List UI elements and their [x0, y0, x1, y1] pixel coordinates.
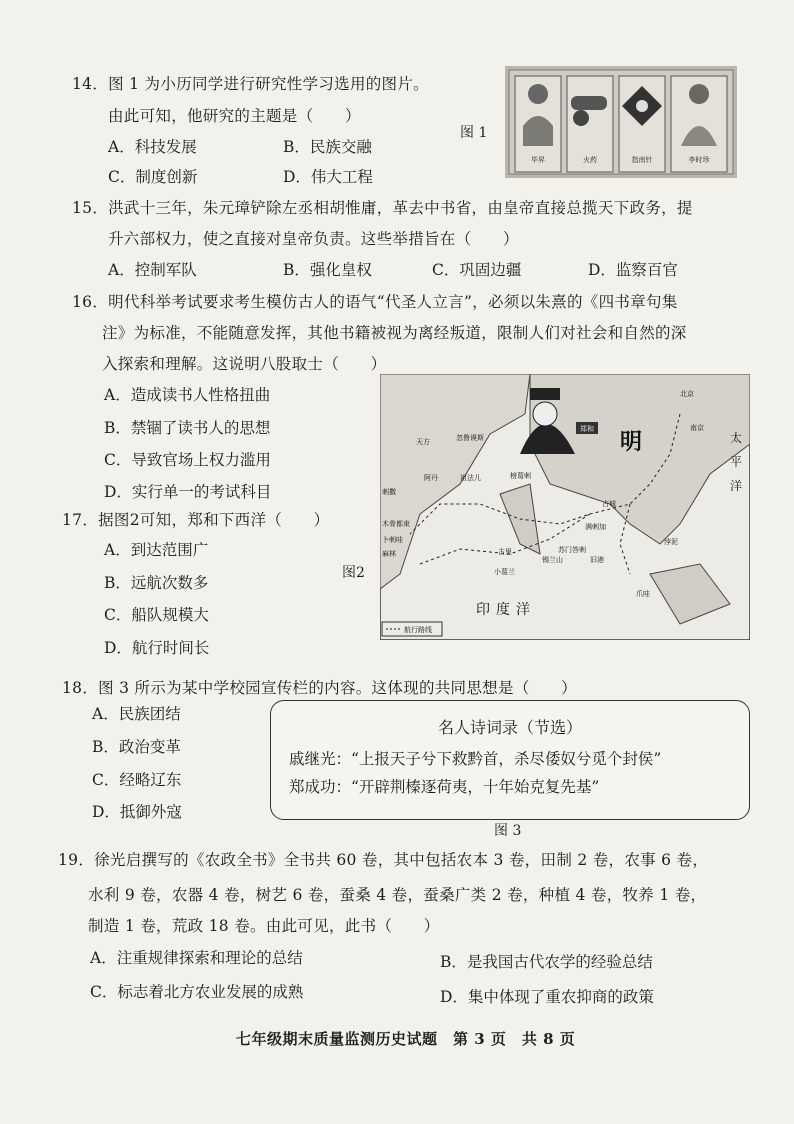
- q16-stem-line3: 入探索和理解。这说明八股取士（ ）: [102, 355, 387, 373]
- q16-option-b[interactable]: B．禁锢了读书人的思想: [104, 419, 271, 437]
- place-19: 浡泥: [664, 538, 678, 546]
- place-11: 占城: [602, 500, 616, 508]
- page-footer: 七年级期末质量监测历史试题 第 3 页 共 8 页: [236, 1030, 576, 1048]
- q14-option-d[interactable]: D．伟大工程: [283, 168, 373, 186]
- q15-option-c[interactable]: C．巩固边疆: [432, 261, 522, 279]
- figure-3-poem-board: [270, 700, 750, 820]
- figure-2-map: [380, 374, 750, 640]
- q19-option-a[interactable]: A．注重规律探索和理论的总结: [90, 949, 303, 967]
- place-1: 南京: [690, 424, 704, 432]
- q14-stem-line1: 14．图 1 为小历同学进行研究性学习选用的图片。: [72, 75, 429, 93]
- place-0: 北京: [680, 390, 694, 398]
- q18-option-c[interactable]: C．经略辽东: [92, 771, 182, 789]
- q16-option-a[interactable]: A．造成读书人性格扭曲: [104, 386, 271, 404]
- place-7: 锡兰山: [542, 556, 563, 564]
- map-pacific-3: 洋: [730, 479, 743, 493]
- place-8: 古里: [498, 548, 512, 556]
- q17-option-a[interactable]: A．到达范围广: [104, 541, 209, 559]
- q18-option-a[interactable]: A．民族团结: [92, 705, 181, 723]
- q19-option-b[interactable]: B．是我国古代农学的经验总结: [440, 953, 653, 971]
- place-12: 木骨都束: [382, 520, 410, 528]
- place-3: 天方: [416, 438, 430, 446]
- q15-option-a[interactable]: A．控制军队: [108, 261, 197, 279]
- q14-option-a[interactable]: A．科技发展: [108, 138, 197, 156]
- place-5: 祖法儿: [460, 474, 481, 482]
- q19-option-c[interactable]: C．标志着北方农业发展的成熟: [90, 983, 304, 1001]
- map-legend-text: 航行路线: [404, 626, 432, 634]
- panel-4-caption: 李时珍: [688, 156, 710, 164]
- q19-stem-line2: 水利 9 卷，农器 4 卷，树艺 6 卷，蚕桑 4 卷，蚕桑广类 2 卷，种植 4 卷，牧养 1 卷，: [88, 886, 707, 904]
- place-15: 苏门答剌: [558, 546, 586, 554]
- place-4: 阿丹: [424, 474, 438, 482]
- map-indian-ocean: 印度洋: [476, 602, 536, 618]
- place-14: 卜剌哇: [382, 536, 403, 544]
- figure-2-label: 图2: [342, 565, 365, 581]
- q17-option-d[interactable]: D．航行时间长: [104, 639, 210, 657]
- figure-1-label: 图 1: [460, 125, 488, 141]
- q17-stem: 17．据图2可知，郑和下西洋（ ）: [62, 511, 330, 529]
- q14-option-b[interactable]: B．民族交融: [283, 138, 372, 156]
- portrait-tag: 郑和: [580, 425, 594, 433]
- place-18: 小葛兰: [494, 568, 515, 576]
- place-9: 旧港: [590, 556, 604, 564]
- poem-line-qi-jiguang: 戚继光：“上报天子兮下救黔首，杀尽倭奴兮觅个封侯”: [289, 750, 662, 768]
- map-pacific-2: 平: [730, 455, 743, 469]
- place-10: 满剌加: [585, 523, 606, 531]
- q14-option-c[interactable]: C．制度创新: [108, 168, 198, 186]
- q15-option-b[interactable]: B．强化皇权: [283, 261, 372, 279]
- map-pacific-1: 太: [730, 431, 743, 445]
- q15-option-d[interactable]: D．监察百官: [588, 261, 678, 279]
- place-16: 爪哇: [636, 590, 650, 598]
- q19-stem-line1: 19．徐光启撰写的《农政全书》全书共 60 卷，其中包括农本 3 卷，田制 2 卷，农事 6 卷，: [58, 851, 709, 869]
- figure-3-label: 图 3: [494, 823, 522, 839]
- place-17: 刺撒: [382, 488, 396, 496]
- q18-option-d[interactable]: D．抵御外寇: [92, 803, 182, 821]
- q14-stem-line2: 由此可知，他研究的主题是（ ）: [108, 107, 361, 125]
- poem-board-title: 名人诗词录（节选）: [437, 718, 582, 737]
- q19-option-d[interactable]: D．集中体现了重农抑商的政策: [440, 988, 654, 1006]
- panel-2-caption: 火药: [583, 156, 597, 164]
- q16-stem-line1: 16．明代科举考试要求考生模仿古人的语气“代圣人立言”，必须以朱熹的《四书章句集: [72, 293, 678, 311]
- panel-1-caption: 毕昇: [531, 156, 545, 164]
- poem-line-zheng-chenggong: 郑成功：“开辟荆榛逐荷夷，十年始克复先基”: [289, 778, 600, 796]
- q19-stem-line3: 制造 1 卷，荒政 18 卷。由此可见，此书（ ）: [88, 917, 440, 935]
- figure-1-image: [505, 66, 737, 178]
- q16-option-d[interactable]: D．实行单一的考试科目: [104, 483, 272, 501]
- place-13: 麻林: [382, 550, 396, 558]
- map-country-label: 明: [620, 430, 643, 455]
- q16-option-c[interactable]: C．导致官场上权力滥用: [104, 451, 271, 469]
- q18-option-b[interactable]: B．政治变革: [92, 738, 181, 756]
- panel-3-caption: 指南针: [631, 156, 653, 164]
- q16-stem-line2: 注》为标准，不能随意发挥，其他书籍被视为离经叛道，限制人们对社会和自然的深: [102, 324, 687, 342]
- q15-stem-line1: 15．洪武十三年，朱元璋铲除左丞相胡惟庸，革去中书省，由皇帝直接总揽天下政务，提: [72, 199, 693, 217]
- place-2: 忽鲁谟斯: [456, 434, 484, 442]
- q17-option-c[interactable]: C．船队规模大: [104, 606, 209, 624]
- place-6: 榜葛剌: [510, 472, 531, 480]
- q18-stem: 18．图 3 所示为某中学校园宣传栏的内容。这体现的共同思想是（ ）: [62, 679, 577, 697]
- q15-stem-line2: 升六部权力，使之直接对皇帝负责。这些举措旨在（ ）: [108, 230, 519, 248]
- q17-option-b[interactable]: B．远航次数多: [104, 574, 209, 592]
